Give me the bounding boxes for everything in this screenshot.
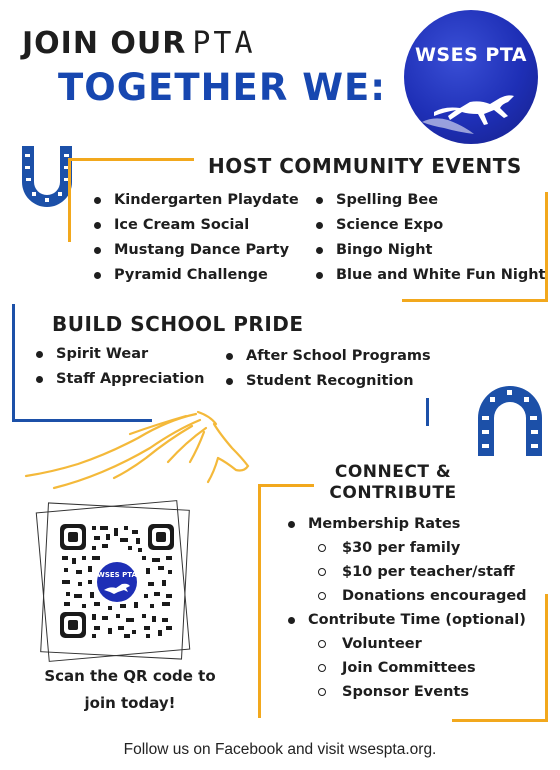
pride-heading: BUILD SCHOOL PRIDE bbox=[52, 312, 304, 336]
events-heading: HOST COMMUNITY EVENTS bbox=[208, 154, 522, 178]
qr-caption bbox=[40, 663, 220, 717]
qr-caption-line1: Scan the QR code to bbox=[44, 667, 216, 685]
headline-pta-text: PTA bbox=[192, 26, 256, 61]
list-subitem: $10 per teacher/staff bbox=[286, 560, 527, 584]
list-item: Bingo Night bbox=[314, 238, 545, 263]
list-item: Blue and White Fun Night bbox=[314, 263, 545, 288]
connect-top-line bbox=[258, 484, 314, 487]
qr-logo-text: WSES PTA bbox=[97, 571, 137, 579]
list-item: Science Expo bbox=[314, 213, 545, 238]
connect-right-line bbox=[545, 594, 548, 722]
pride-right-line bbox=[426, 398, 429, 426]
list-subitem: Donations encouraged bbox=[286, 584, 527, 608]
pride-list-left bbox=[34, 342, 204, 392]
list-subitem: Volunteer bbox=[286, 632, 527, 656]
list-item: After School Programs bbox=[224, 344, 431, 369]
horseshoe-icon bbox=[466, 370, 554, 470]
list-item: Staff Appreciation bbox=[34, 367, 204, 392]
events-left-line bbox=[68, 158, 71, 242]
list-item: Spirit Wear bbox=[34, 342, 204, 367]
connect-left-line bbox=[258, 484, 261, 718]
qr-code-icon[interactable] bbox=[58, 522, 176, 640]
connect-bottom-line bbox=[452, 719, 548, 722]
list-item: Kindergarten Playdate bbox=[92, 188, 299, 213]
connect-heading bbox=[318, 462, 468, 504]
list-item: Mustang Dance Party bbox=[92, 238, 299, 263]
list-item: Membership Rates bbox=[286, 512, 527, 536]
pride-list-right bbox=[224, 344, 431, 394]
headline-together: TOGETHER WE: bbox=[58, 66, 387, 109]
wses-pta-logo bbox=[404, 10, 538, 144]
headline-join-text: JOIN OUR bbox=[22, 26, 187, 61]
footer-text: Follow us on Facebook and visit wsespta.org. bbox=[123, 741, 437, 758]
headline-join bbox=[22, 26, 256, 61]
list-subitem: Join Committees bbox=[286, 656, 527, 680]
list-subitem: Sponsor Events bbox=[286, 680, 527, 704]
list-item: Spelling Bee bbox=[314, 188, 545, 213]
connect-heading-line1: CONNECT & bbox=[334, 462, 452, 482]
mustang-icon bbox=[404, 10, 538, 144]
list-item: Contribute Time (optional) bbox=[286, 608, 527, 632]
pride-left-line bbox=[12, 304, 15, 422]
connect-heading-line2: CONTRIBUTE bbox=[329, 483, 457, 503]
list-item: Pyramid Challenge bbox=[92, 263, 299, 288]
events-list-left bbox=[92, 188, 299, 288]
logo-text: WSES PTA bbox=[414, 44, 528, 66]
events-top-line bbox=[68, 158, 194, 161]
qr-caption-line2: join today! bbox=[84, 694, 176, 712]
list-subitem: $30 per family bbox=[286, 536, 527, 560]
horse-sketch-icon bbox=[18, 402, 254, 498]
list-item: Student Recognition bbox=[224, 369, 431, 394]
connect-list bbox=[286, 512, 527, 704]
events-list-right bbox=[314, 188, 545, 288]
events-bottom-line bbox=[402, 299, 548, 302]
list-item: Ice Cream Social bbox=[92, 213, 299, 238]
